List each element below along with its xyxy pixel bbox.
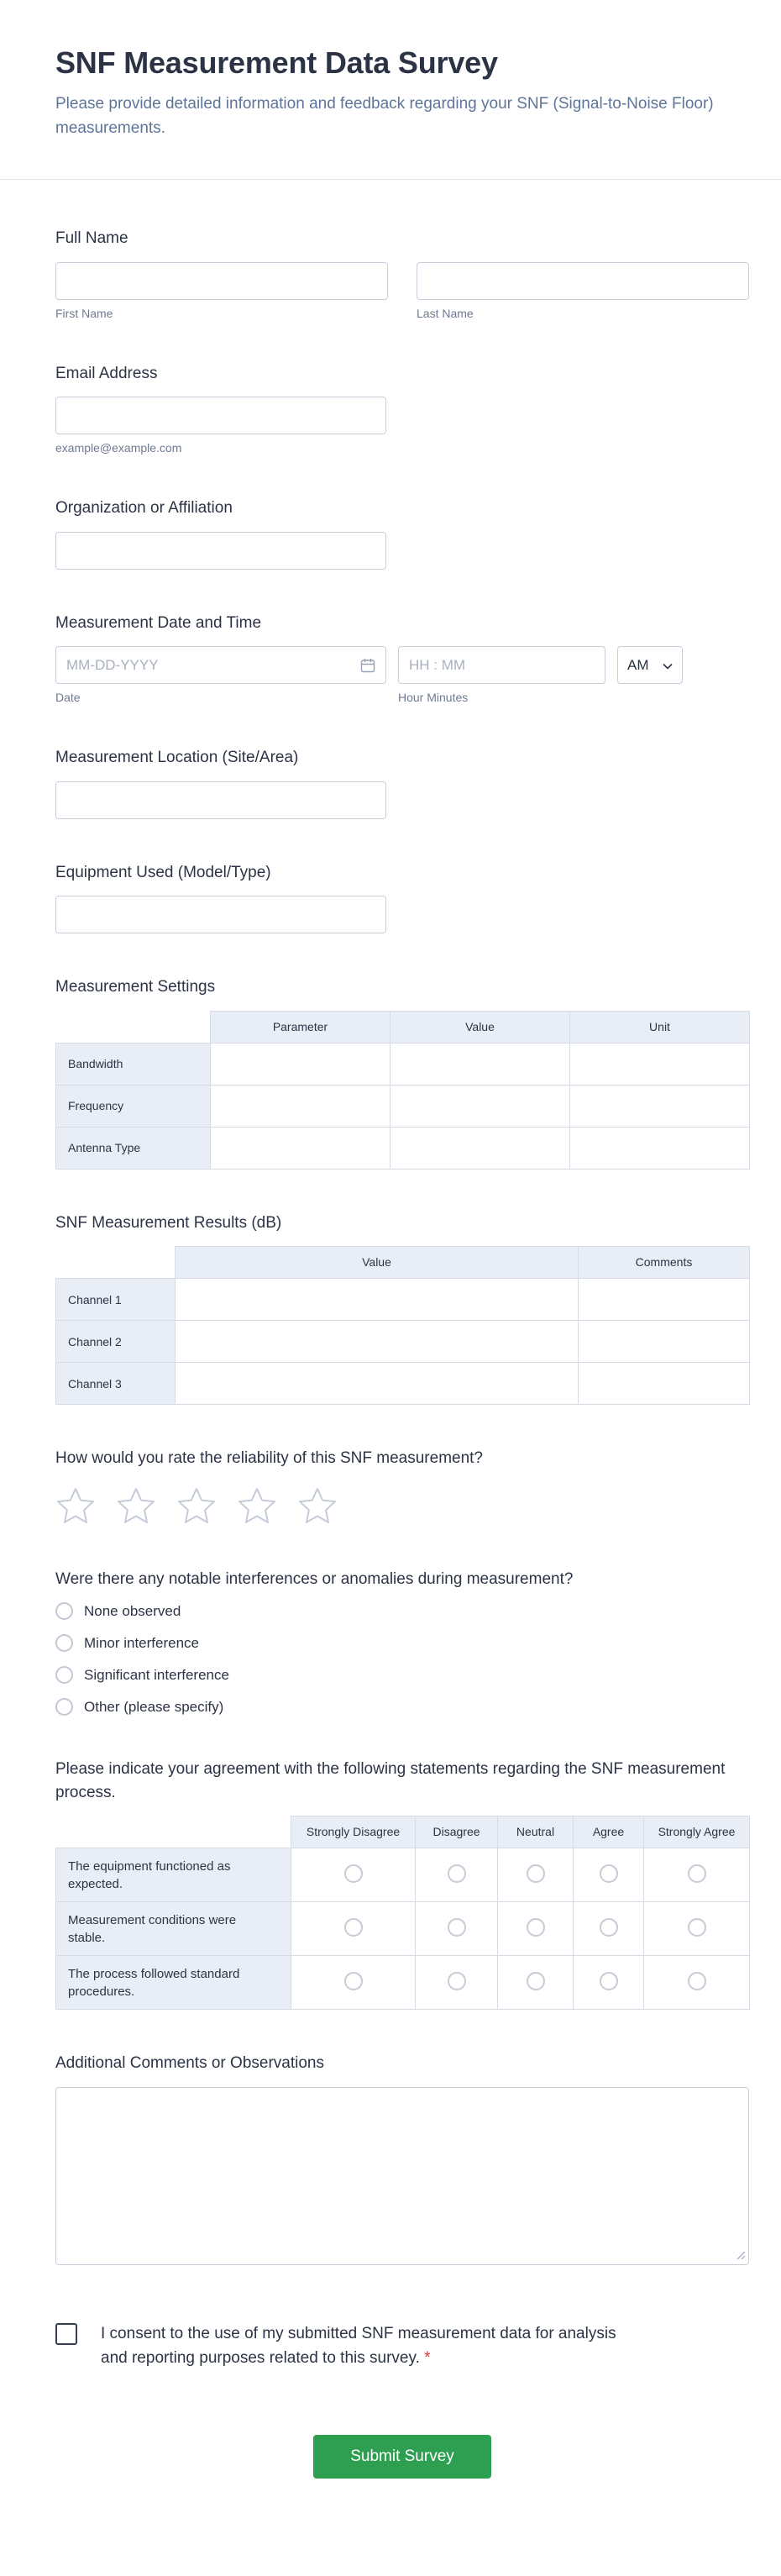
radio-icon[interactable] [55, 1634, 73, 1652]
matrix-radio-icon[interactable] [344, 1864, 363, 1883]
radio-icon[interactable] [55, 1666, 73, 1684]
settings-cell-input[interactable] [570, 1043, 750, 1085]
matrix-radio-icon[interactable] [688, 1864, 706, 1883]
checkbox-icon[interactable] [55, 2323, 77, 2345]
interference-options [55, 1602, 749, 1716]
matrix-radio-icon[interactable] [600, 1918, 618, 1937]
settings-cell-input[interactable] [211, 1043, 390, 1085]
email-label: Email Address [55, 364, 158, 382]
location-label: Measurement Location (Site/Area) [55, 749, 299, 767]
results-cell-input[interactable] [579, 1279, 750, 1321]
form-description: Please provide detailed information and feedback regarding your SNF (Signal-to-Noise Floor) measurements. [55, 95, 714, 137]
comments-label: Additional Comments or Observations [55, 2054, 324, 2073]
time-subfield [398, 646, 605, 704]
star-icon[interactable] [55, 1487, 96, 1526]
consent-label [101, 2321, 642, 2371]
time-input[interactable] [398, 646, 605, 684]
last-name-subfield [417, 262, 749, 320]
star-icon[interactable] [237, 1487, 277, 1526]
full-name-label: Full Name [55, 229, 128, 247]
results-cell-input[interactable] [176, 1321, 579, 1363]
results-row-channel-1 [56, 1279, 750, 1321]
matrix-radio-icon[interactable] [600, 1972, 618, 1990]
last-name-sublabel: Last Name [417, 306, 474, 320]
date-subfield [55, 646, 386, 704]
settings-cell-input[interactable] [570, 1085, 750, 1127]
agreement-row-label: Measurement conditions were stable. [56, 1902, 291, 1956]
field-agreement-matrix [55, 1758, 749, 2010]
datetime-label: Measurement Date and Time [55, 613, 262, 632]
page-title: SNF Measurement Data Survey [55, 45, 498, 80]
star-rating [55, 1487, 749, 1526]
first-name-subfield [55, 262, 388, 320]
settings-cell-input[interactable] [211, 1127, 390, 1169]
agreement-row-conditions [56, 1902, 750, 1956]
settings-row-bandwidth [56, 1043, 750, 1085]
radio-option-significant-interference[interactable] [55, 1666, 749, 1684]
settings-row-frequency [56, 1085, 750, 1127]
ampm-selected-value: AM [627, 656, 649, 673]
field-full-name [55, 227, 749, 320]
radio-option-other[interactable] [55, 1698, 749, 1716]
field-interference [55, 1568, 749, 1716]
ampm-select[interactable] [617, 646, 683, 684]
interference-label: Were there any notable interferences or anomalies during measurement? [55, 1569, 574, 1588]
field-location [55, 746, 749, 819]
location-input[interactable] [55, 781, 386, 819]
field-snf-results [55, 1212, 749, 1405]
field-datetime [55, 612, 749, 705]
matrix-radio-icon[interactable] [344, 1918, 363, 1937]
radio-option-minor-interference[interactable] [55, 1634, 749, 1652]
field-reliability-rating [55, 1447, 749, 1526]
date-input[interactable] [55, 646, 386, 684]
star-icon[interactable] [176, 1487, 217, 1526]
star-icon[interactable] [297, 1487, 338, 1526]
agreement-col-strongly-disagree: Strongly Disagree [291, 1816, 416, 1848]
results-cell-input[interactable] [579, 1363, 750, 1405]
submit-area [55, 2435, 749, 2484]
agreement-row-label: The equipment functioned as expected. [56, 1848, 291, 1902]
matrix-radio-icon[interactable] [688, 1918, 706, 1937]
results-label: SNF Measurement Results (dB) [55, 1213, 282, 1232]
chevron-down-icon [663, 657, 673, 674]
settings-cell-input[interactable] [390, 1043, 570, 1085]
results-row-label: Channel 1 [56, 1279, 176, 1321]
field-additional-comments [55, 2052, 749, 2269]
settings-row-label: Antenna Type [56, 1127, 211, 1169]
settings-label: Measurement Settings [55, 978, 216, 996]
matrix-radio-icon[interactable] [448, 1864, 466, 1883]
rating-label: How would you rate the reliability of this SNF measurement? [55, 1449, 484, 1468]
field-organization [55, 497, 749, 570]
field-email [55, 362, 749, 455]
agreement-table [55, 1816, 750, 2010]
settings-cell-input[interactable] [570, 1127, 750, 1169]
agreement-corner-cell [56, 1816, 291, 1848]
agreement-col-neutral: Neutral [498, 1816, 574, 1848]
results-row-channel-2 [56, 1321, 750, 1363]
results-row-label: Channel 2 [56, 1321, 176, 1363]
form-header [0, 0, 781, 140]
agreement-row-procedures [56, 1956, 750, 2010]
radio-icon[interactable] [55, 1602, 73, 1620]
matrix-radio-icon[interactable] [600, 1864, 618, 1883]
settings-corner-cell [56, 1011, 211, 1043]
time-sublabel: Hour Minutes [398, 691, 469, 705]
settings-row-label: Frequency [56, 1085, 211, 1127]
equipment-label: Equipment Used (Model/Type) [55, 863, 271, 881]
agreement-col-strongly-agree: Strongly Agree [644, 1816, 750, 1848]
radio-label: Other (please specify) [84, 1698, 224, 1715]
settings-cell-input[interactable] [211, 1085, 390, 1127]
equipment-input[interactable] [55, 896, 386, 933]
radio-option-none-observed[interactable] [55, 1602, 749, 1620]
first-name-sublabel: First Name [55, 306, 113, 320]
email-input[interactable] [55, 397, 386, 434]
results-col-comments: Comments [579, 1247, 750, 1279]
results-cell-input[interactable] [579, 1321, 750, 1363]
radio-icon[interactable] [55, 1698, 73, 1716]
email-sublabel: example@example.com [55, 441, 182, 455]
agreement-label: Please indicate your agreement with the following statements regarding the SNF measurement process. [55, 1760, 726, 1801]
results-cell-input[interactable] [176, 1363, 579, 1405]
calendar-icon[interactable] [359, 656, 377, 675]
comments-textarea[interactable] [55, 2087, 749, 2265]
settings-table [55, 1011, 750, 1170]
star-icon[interactable] [116, 1487, 156, 1526]
resize-handle-icon[interactable] [736, 2249, 746, 2264]
results-table [55, 1246, 750, 1405]
results-cell-input[interactable] [176, 1279, 579, 1321]
settings-cell-input[interactable] [390, 1085, 570, 1127]
matrix-radio-icon[interactable] [448, 1972, 466, 1990]
matrix-radio-icon[interactable] [527, 1864, 545, 1883]
results-col-value: Value [176, 1247, 579, 1279]
radio-label: Minor interference [84, 1634, 200, 1651]
results-row-label: Channel 3 [56, 1363, 176, 1405]
required-marker: * [424, 2349, 431, 2368]
field-measurement-settings [55, 975, 749, 1169]
settings-col-value: Value [390, 1011, 570, 1043]
matrix-radio-icon[interactable] [527, 1918, 545, 1937]
settings-cell-input[interactable] [390, 1127, 570, 1169]
consent-text: I consent to the use of my submitted SNF measurement data for analysis and reporting purposes related to this survey. [101, 2324, 616, 2368]
organization-input[interactable] [55, 532, 386, 570]
last-name-input[interactable] [417, 262, 749, 300]
radio-label: None observed [84, 1602, 181, 1619]
results-row-channel-3 [56, 1363, 750, 1405]
radio-label: Significant interference [84, 1666, 229, 1683]
agreement-row-equipment [56, 1848, 750, 1902]
settings-row-label: Bandwidth [56, 1043, 211, 1085]
agreement-row-label: The process followed standard procedures. [56, 1956, 291, 2010]
matrix-radio-icon[interactable] [527, 1972, 545, 1990]
settings-col-unit: Unit [570, 1011, 750, 1043]
organization-label: Organization or Affiliation [55, 499, 233, 518]
matrix-radio-icon[interactable] [344, 1972, 363, 1990]
submit-button[interactable]: Submit Survey [313, 2435, 491, 2479]
first-name-input[interactable] [55, 262, 388, 300]
agreement-col-disagree: Disagree [416, 1816, 498, 1848]
field-equipment [55, 861, 749, 934]
matrix-radio-icon[interactable] [688, 1972, 706, 1990]
form-body [0, 180, 781, 2492]
consent-checkbox-field[interactable] [55, 2321, 749, 2371]
results-corner-cell [56, 1247, 176, 1279]
settings-row-antenna-type [56, 1127, 750, 1169]
agreement-col-agree: Agree [574, 1816, 644, 1848]
settings-col-parameter: Parameter [211, 1011, 390, 1043]
matrix-radio-icon[interactable] [448, 1918, 466, 1937]
date-sublabel: Date [55, 691, 81, 705]
